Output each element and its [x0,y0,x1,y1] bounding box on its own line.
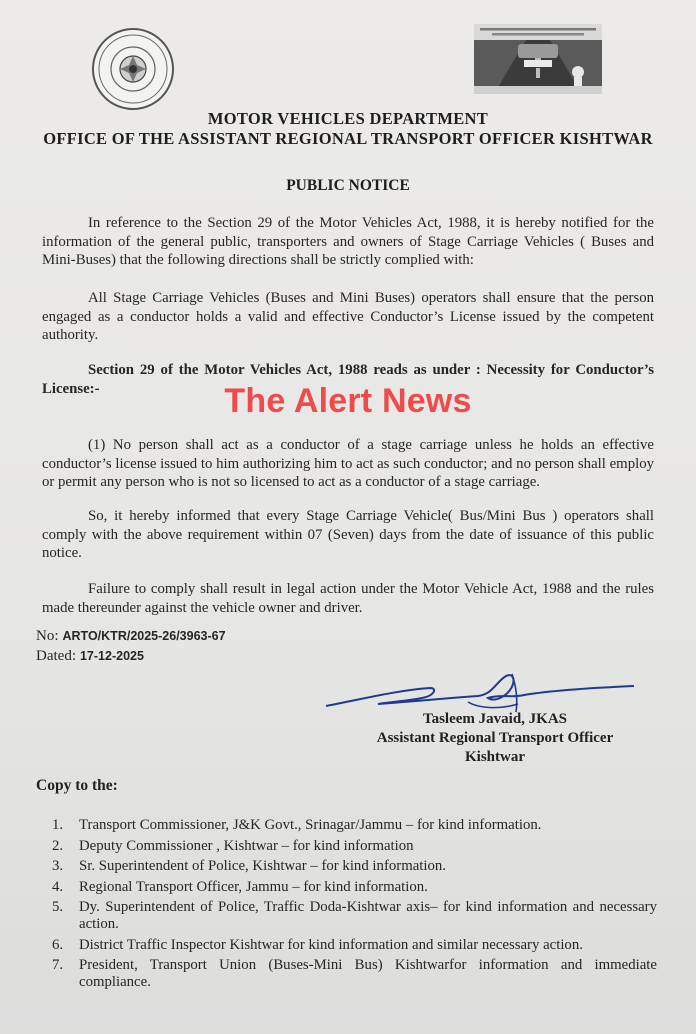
department-name: MOTOR VEHICLES DEPARTMENT [207,109,489,128]
list-item-number: 3. [52,858,64,874]
signatory-designation: Assistant Regional Transport Officer [376,730,614,746]
section-29-clause: (1) No person shall act as a conductor of a stage carriage unless he holds an effective conductor’s license issued to him authorizing him to act as such conductor; and no person shall employ or permit any person who is not so licensed to act as a conductor of a stage carriage. [42,437,654,490]
list-item-text: Regional Transport Officer, Jammu – for kind information. [79,878,428,895]
list-item-text: Dy. Superintendent of Police, Traffic Doda-Kishtwar axis– for kind information and necessary action. [79,899,657,932]
watermark-text: The Alert News [224,382,472,420]
list-item [52,879,657,896]
section-29-heading: Section 29 of the Motor Vehicles Act, 1988 reads as under : Necessity for Conductor’s License:- [42,362,654,397]
list-item [52,899,657,933]
reference-label: No: [36,628,59,644]
copy-to-heading: Copy to the: [36,777,118,794]
list-item [52,817,657,834]
department-seal-icon [92,28,174,110]
list-item-text: Sr. Superintendent of Police, Kishtwar – for kind information. [79,858,446,874]
list-item-number: 4. [52,878,64,895]
list-item-number: 7. [52,957,64,973]
list-item [52,957,657,991]
road-safety-logo-icon [474,24,602,94]
date-label: Dated: [36,648,76,664]
list-item [52,858,657,875]
date-value: 17-12-2025 [79,649,144,663]
list-item-text: Transport Commissioner, J&K Govt., Srinagar/Jammu – for kind information. [79,817,542,833]
list-item-number: 5. [52,899,64,915]
office-name: OFFICE OF THE ASSISTANT REGIONAL TRANSPORT OFFICER KISHTWAR [43,129,653,148]
list-item-number: 2. [52,837,64,854]
notice-title: PUBLIC NOTICE [286,177,410,194]
copy-to-list [52,817,657,995]
list-item [52,937,657,954]
reference-value: ARTO/KTR/2025-26/3963-67 [62,629,226,643]
list-item-text: President, Transport Union (Buses-Mini Bus) Kishtwarfor information and immediate compliance. [79,957,657,990]
list-item-text: District Traffic Inspector Kishtwar for kind information and similar necessary action. [79,936,583,953]
signatory-place: Kishtwar [465,749,525,765]
intro-paragraph: In reference to the Section 29 of the Motor Vehicles Act, 1988, it is hereby notified for the information of the general public, transporters and owners of Stage Carriage Vehicles ( Buses and Mini-Buses) that the following directions shall be strictly complied with: [42,215,654,268]
list-item-number: 6. [52,936,64,953]
list-item [52,838,657,855]
signatory-name: Tasleem Javaid, JKAS [422,711,568,727]
penalty-paragraph: Failure to comply shall result in legal action under the Motor Vehicle Act, 1988 and the rules made thereunder against the vehicle owner and driver. [42,581,654,616]
directive-paragraph: All Stage Carriage Vehicles (Buses and Mini Buses) operators shall ensure that the person engaged as a conductor holds a valid and effective Conductor’s License issued by the competent authority. [42,290,654,343]
compliance-paragraph: So, it hereby informed that every Stage Carriage Vehicle( Bus/Mini Bus ) operators shall comply with the above requirement within 07 (Seven) days from the date of issuance of this public notice. [42,508,654,561]
list-item-text: Deputy Commissioner , Kishtwar – for kind information [79,837,414,854]
reference-number [36,628,226,645]
notice-date [36,648,144,665]
list-item-number: 1. [52,817,64,833]
